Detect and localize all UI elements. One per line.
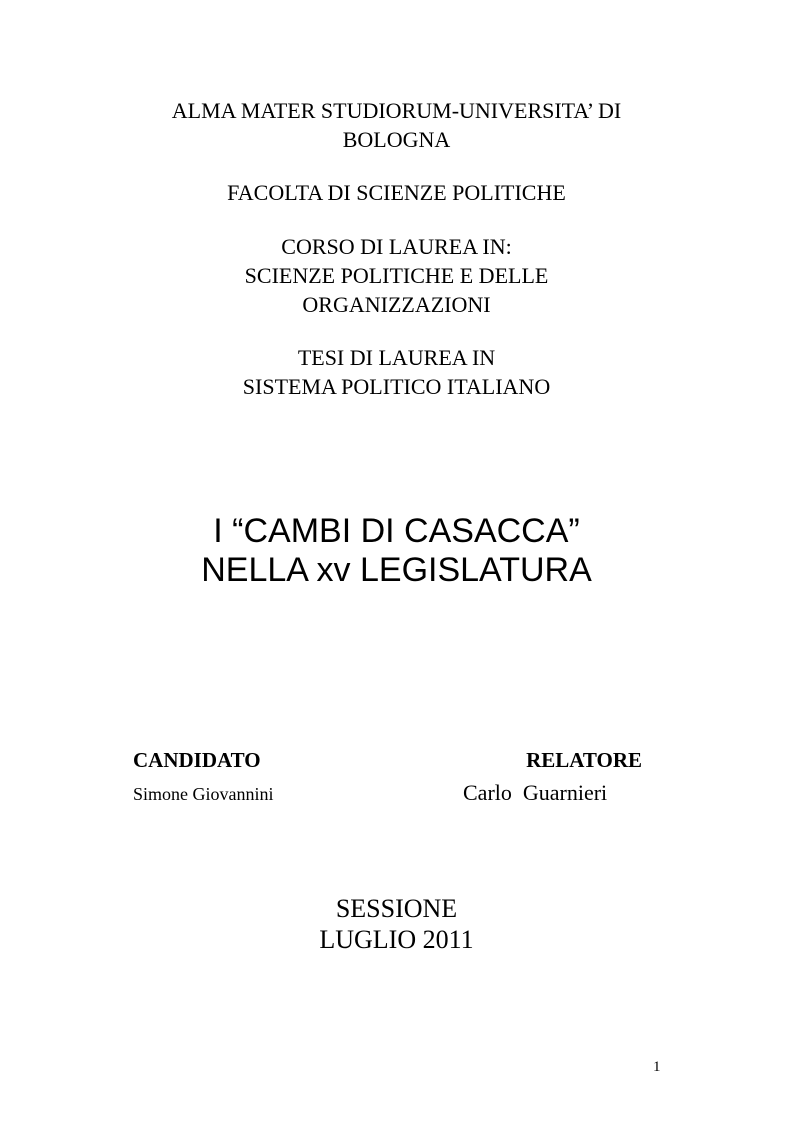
thesis-subject — [0, 343, 793, 401]
university-name-line-1: ALMA MATER STUDIORUM-UNIVERSITA’ DI — [171, 98, 622, 123]
candidate-label: CANDIDATO — [133, 748, 261, 772]
degree-course-line-2: SCIENZE POLITICHE E DELLE — [244, 263, 549, 288]
thesis-subject-line-1: TESI DI LAUREA IN — [297, 345, 496, 370]
session-label: SESSIONE — [335, 894, 458, 923]
thesis-subject-line-2: SISTEMA POLITICO ITALIANO — [242, 374, 551, 399]
degree-course-line-3: ORGANIZZAZIONI — [302, 292, 491, 317]
session-info — [0, 893, 793, 955]
session-date: LUGLIO 2011 — [319, 925, 474, 954]
thesis-title-line-1: I “CAMBI DI CASACCA” — [213, 512, 580, 550]
university-name-line-2: BOLOGNA — [342, 127, 451, 152]
page-number: 1 — [653, 1059, 661, 1075]
supervisor-label: RELATORE — [526, 748, 642, 772]
candidate-name: Simone Giovannini — [133, 784, 274, 804]
faculty-name — [0, 178, 793, 207]
degree-course — [0, 232, 793, 319]
thesis-title — [0, 512, 793, 590]
thesis-title-line-2: NELLA xv LEGISLATURA — [201, 551, 592, 589]
degree-course-line-1: CORSO DI LAUREA IN: — [281, 234, 512, 259]
supervisor-name: Carlo Guarnieri — [463, 780, 608, 805]
faculty-name-line: FACOLTA DI SCIENZE POLITICHE — [227, 180, 566, 205]
university-name — [0, 96, 793, 154]
